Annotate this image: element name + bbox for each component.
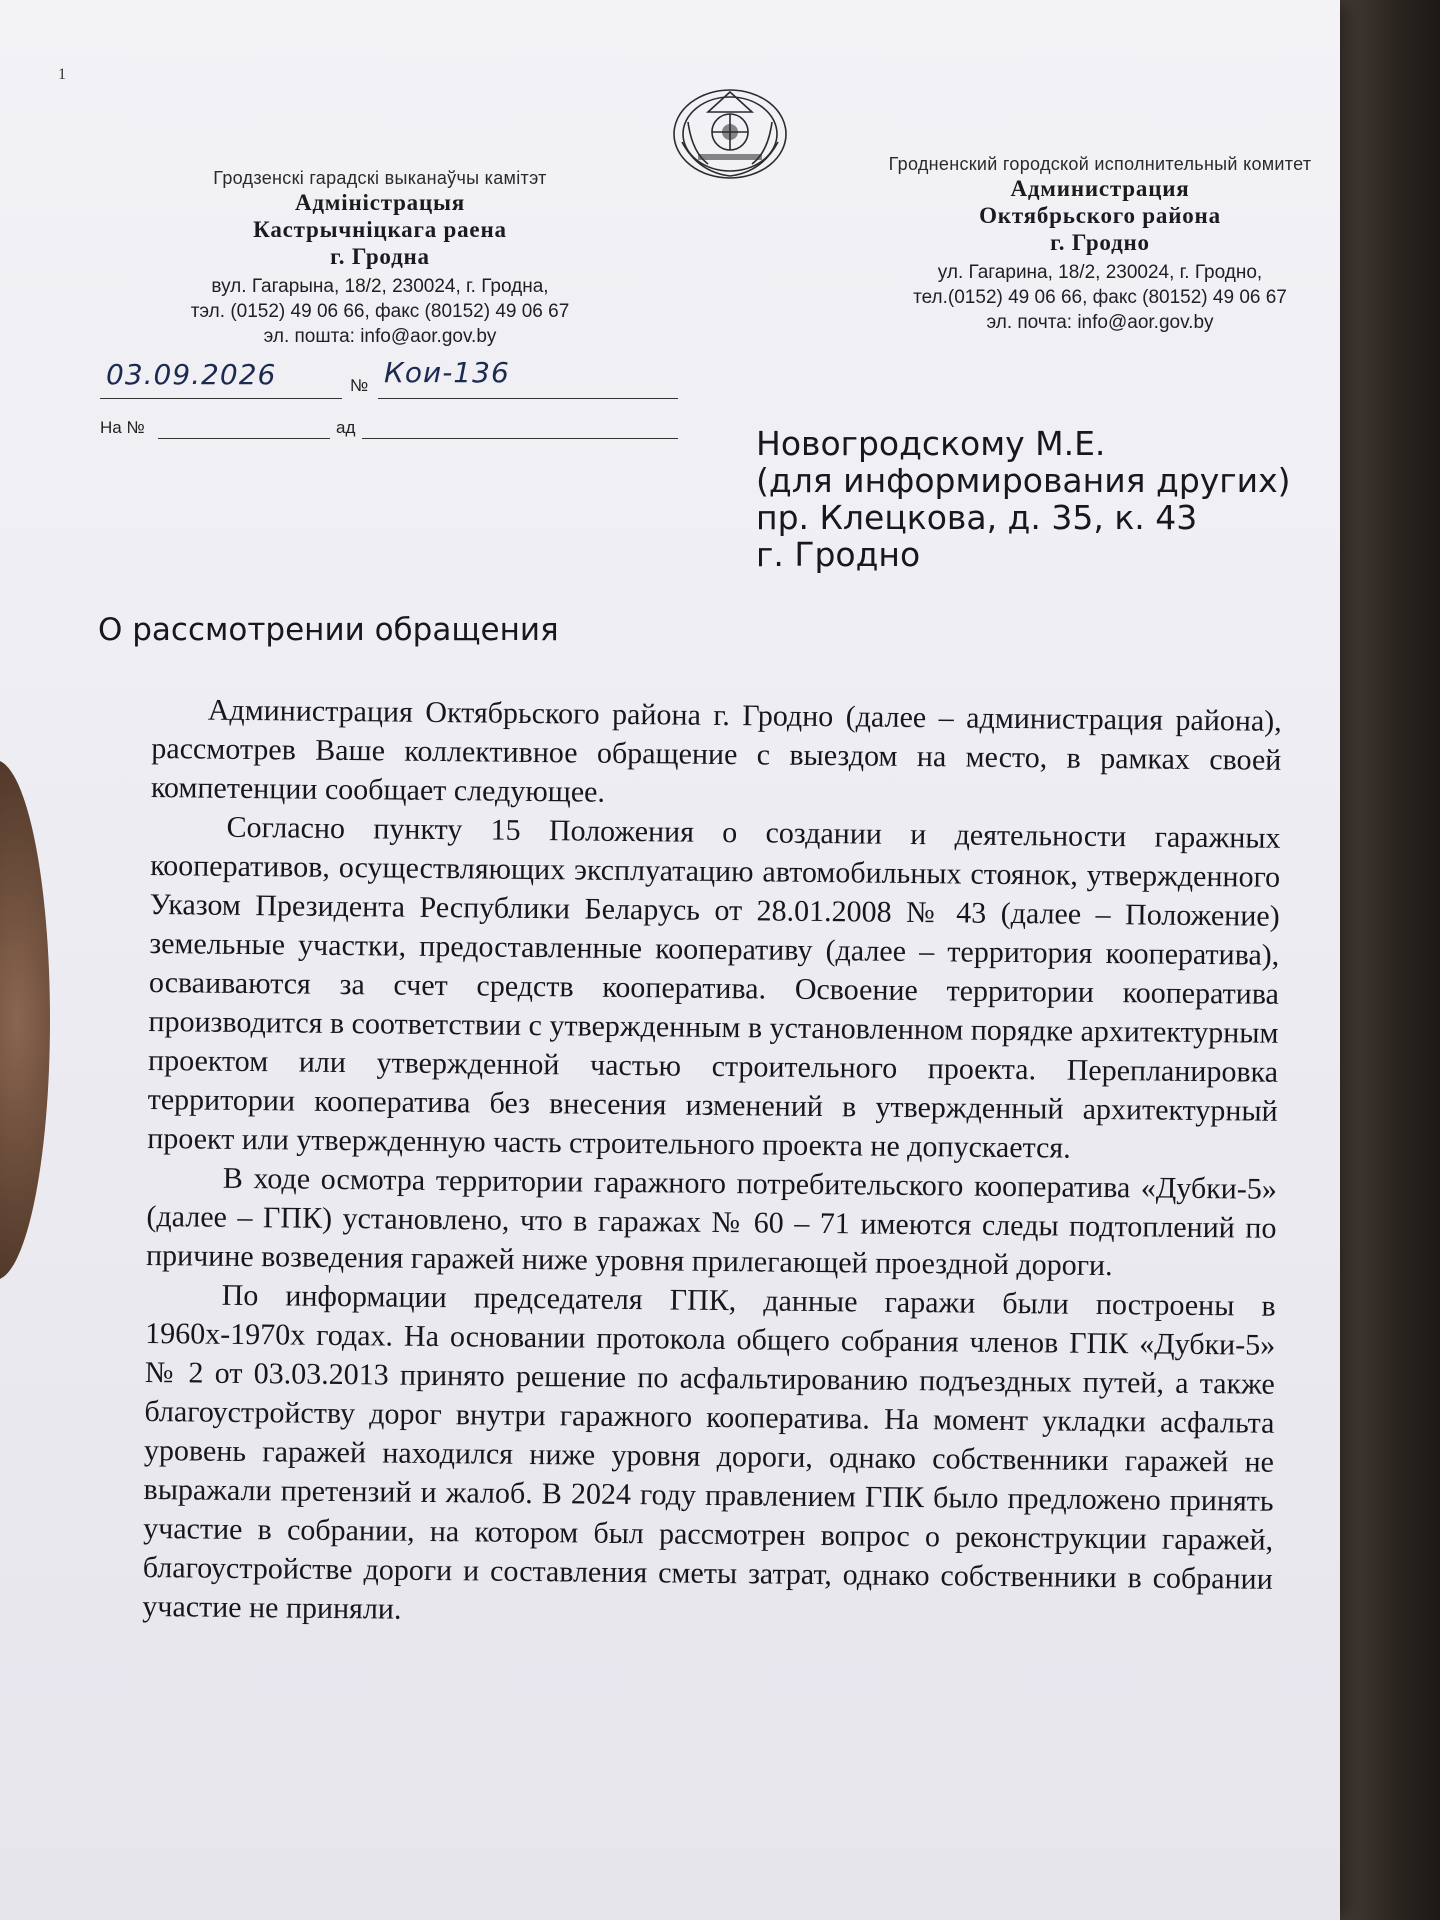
recipient-name: Новогродскому М.Е. xyxy=(756,424,1106,463)
address-ru: ул. Гагарина, 18/2, 230024, г. Гродно, xyxy=(937,261,1263,283)
desk-background xyxy=(1330,0,1440,1920)
phone-ru: тел.(0152) 49 06 66, факс (80152) 49 06 67 xyxy=(913,286,1287,308)
reference-label: На № xyxy=(100,418,145,437)
paragraph-intro: Администрация Октябрьского района г. Гродно (далее – администрация района), рассмотрев Ваше коллективное обращение с выездом на место, в рамках своей компетенции сообщает следующее. xyxy=(150,693,1282,809)
phone-by: тэл. (0152) 49 06 66, факс (80152) 49 06 67 xyxy=(190,300,570,322)
admin-title-by-2: Кастрычніцкага раена xyxy=(253,217,507,243)
recipient-street: пр. Клецкова, д. 35, к. 43 xyxy=(756,497,1198,537)
registration-number-label: № xyxy=(350,376,369,395)
page-corner-mark: 1 xyxy=(58,66,66,83)
admin-title-ru-3: г. Гродно xyxy=(1050,230,1150,256)
admin-title-by-1: Адміністрацыя xyxy=(294,190,466,216)
org-name-ru: Гродненский городской исполнительный комитет xyxy=(888,154,1312,174)
state-emblem-icon xyxy=(668,82,792,182)
reference-from-label: ад xyxy=(336,418,356,437)
paragraph-inspection: В ходе осмотра территории гаражного потребительского кооператива «Дубки-5» (далее – ГПК) установлено, что в гаражах № 60 – 71 имеются следы подтоплений по причине возведения гаражей ниже уровня прилегающей проездной дороги. xyxy=(145,1161,1278,1283)
registration-date: 03.09.2026 xyxy=(106,358,277,391)
letter-body xyxy=(142,690,1282,1638)
admin-title-by-3: г. Гродна xyxy=(330,244,430,270)
header-right-russian xyxy=(870,154,1330,335)
org-name-by: Гродзенскі гарадскі выканаўчы камітэт xyxy=(213,168,547,188)
recipient-block xyxy=(756,426,1316,574)
recipient-city: г. Гродно xyxy=(756,534,921,574)
email-by: эл. пошта: info@aor.gov.by xyxy=(263,325,497,347)
admin-title-ru-2: Октябрьского района xyxy=(979,203,1221,229)
recipient-note: (для информирования других) xyxy=(756,460,1291,500)
email-ru: эл. почта: info@aor.gov.by xyxy=(986,311,1214,333)
admin-title-ru-1: Администрация xyxy=(1010,176,1190,202)
paragraph-history: По информации председателя ГПК, данные гаражи были построены в 1960х-1970х годах. На основании протокола общего собрания членов ГПК «Дубки-5» № 2 от 03.03.2013 принято решение по асфальтированию подъездных путей, а также благоустройству дорог внутри гаражного кооператива. На момент укладки асфальта уровень гаражей находился ниже уровня дороги, однако собственники гаражей не выражали претензий и жалоб. В 2024 году правлением ГПК было предложено принять участие в собрании, на котором был рассмотрен вопрос о реконструкции гаражей, благоустройстве дороги и составления сметы затрат, однако собственники в собрании участие не приняли. xyxy=(142,1278,1276,1626)
registration-number: Кои-136 xyxy=(384,356,510,389)
address-by: вул. Гагарына, 18/2, 230024, г. Гродна, xyxy=(211,275,549,297)
paragraph-regulation: Согласно пункту 15 Положения о создании и деятельности гаражных кооперативов, осуществляющих эксплуатацию автомобильных стоянок, утвержденного Указом Президента Республики Беларусь от 28.01.2008 № 43 (далее – Положение) земельные участки, предоставленные кооперативу (далее – территория кооператива), осваиваются за счет средств кооператива. Освоение территории кооператива производится в соответствии с утвержденным в установленном порядке архитектурным проектом или утвержденной частью строительного проекта. Перепланировка территории кооператива без внесения изменений в утвержденный архитектурный проект или утвержденную часть строительного проекта не допускается. xyxy=(147,810,1281,1165)
letter-subject: О рассмотрении обращения xyxy=(98,612,559,648)
header-left-belarusian xyxy=(120,168,640,349)
